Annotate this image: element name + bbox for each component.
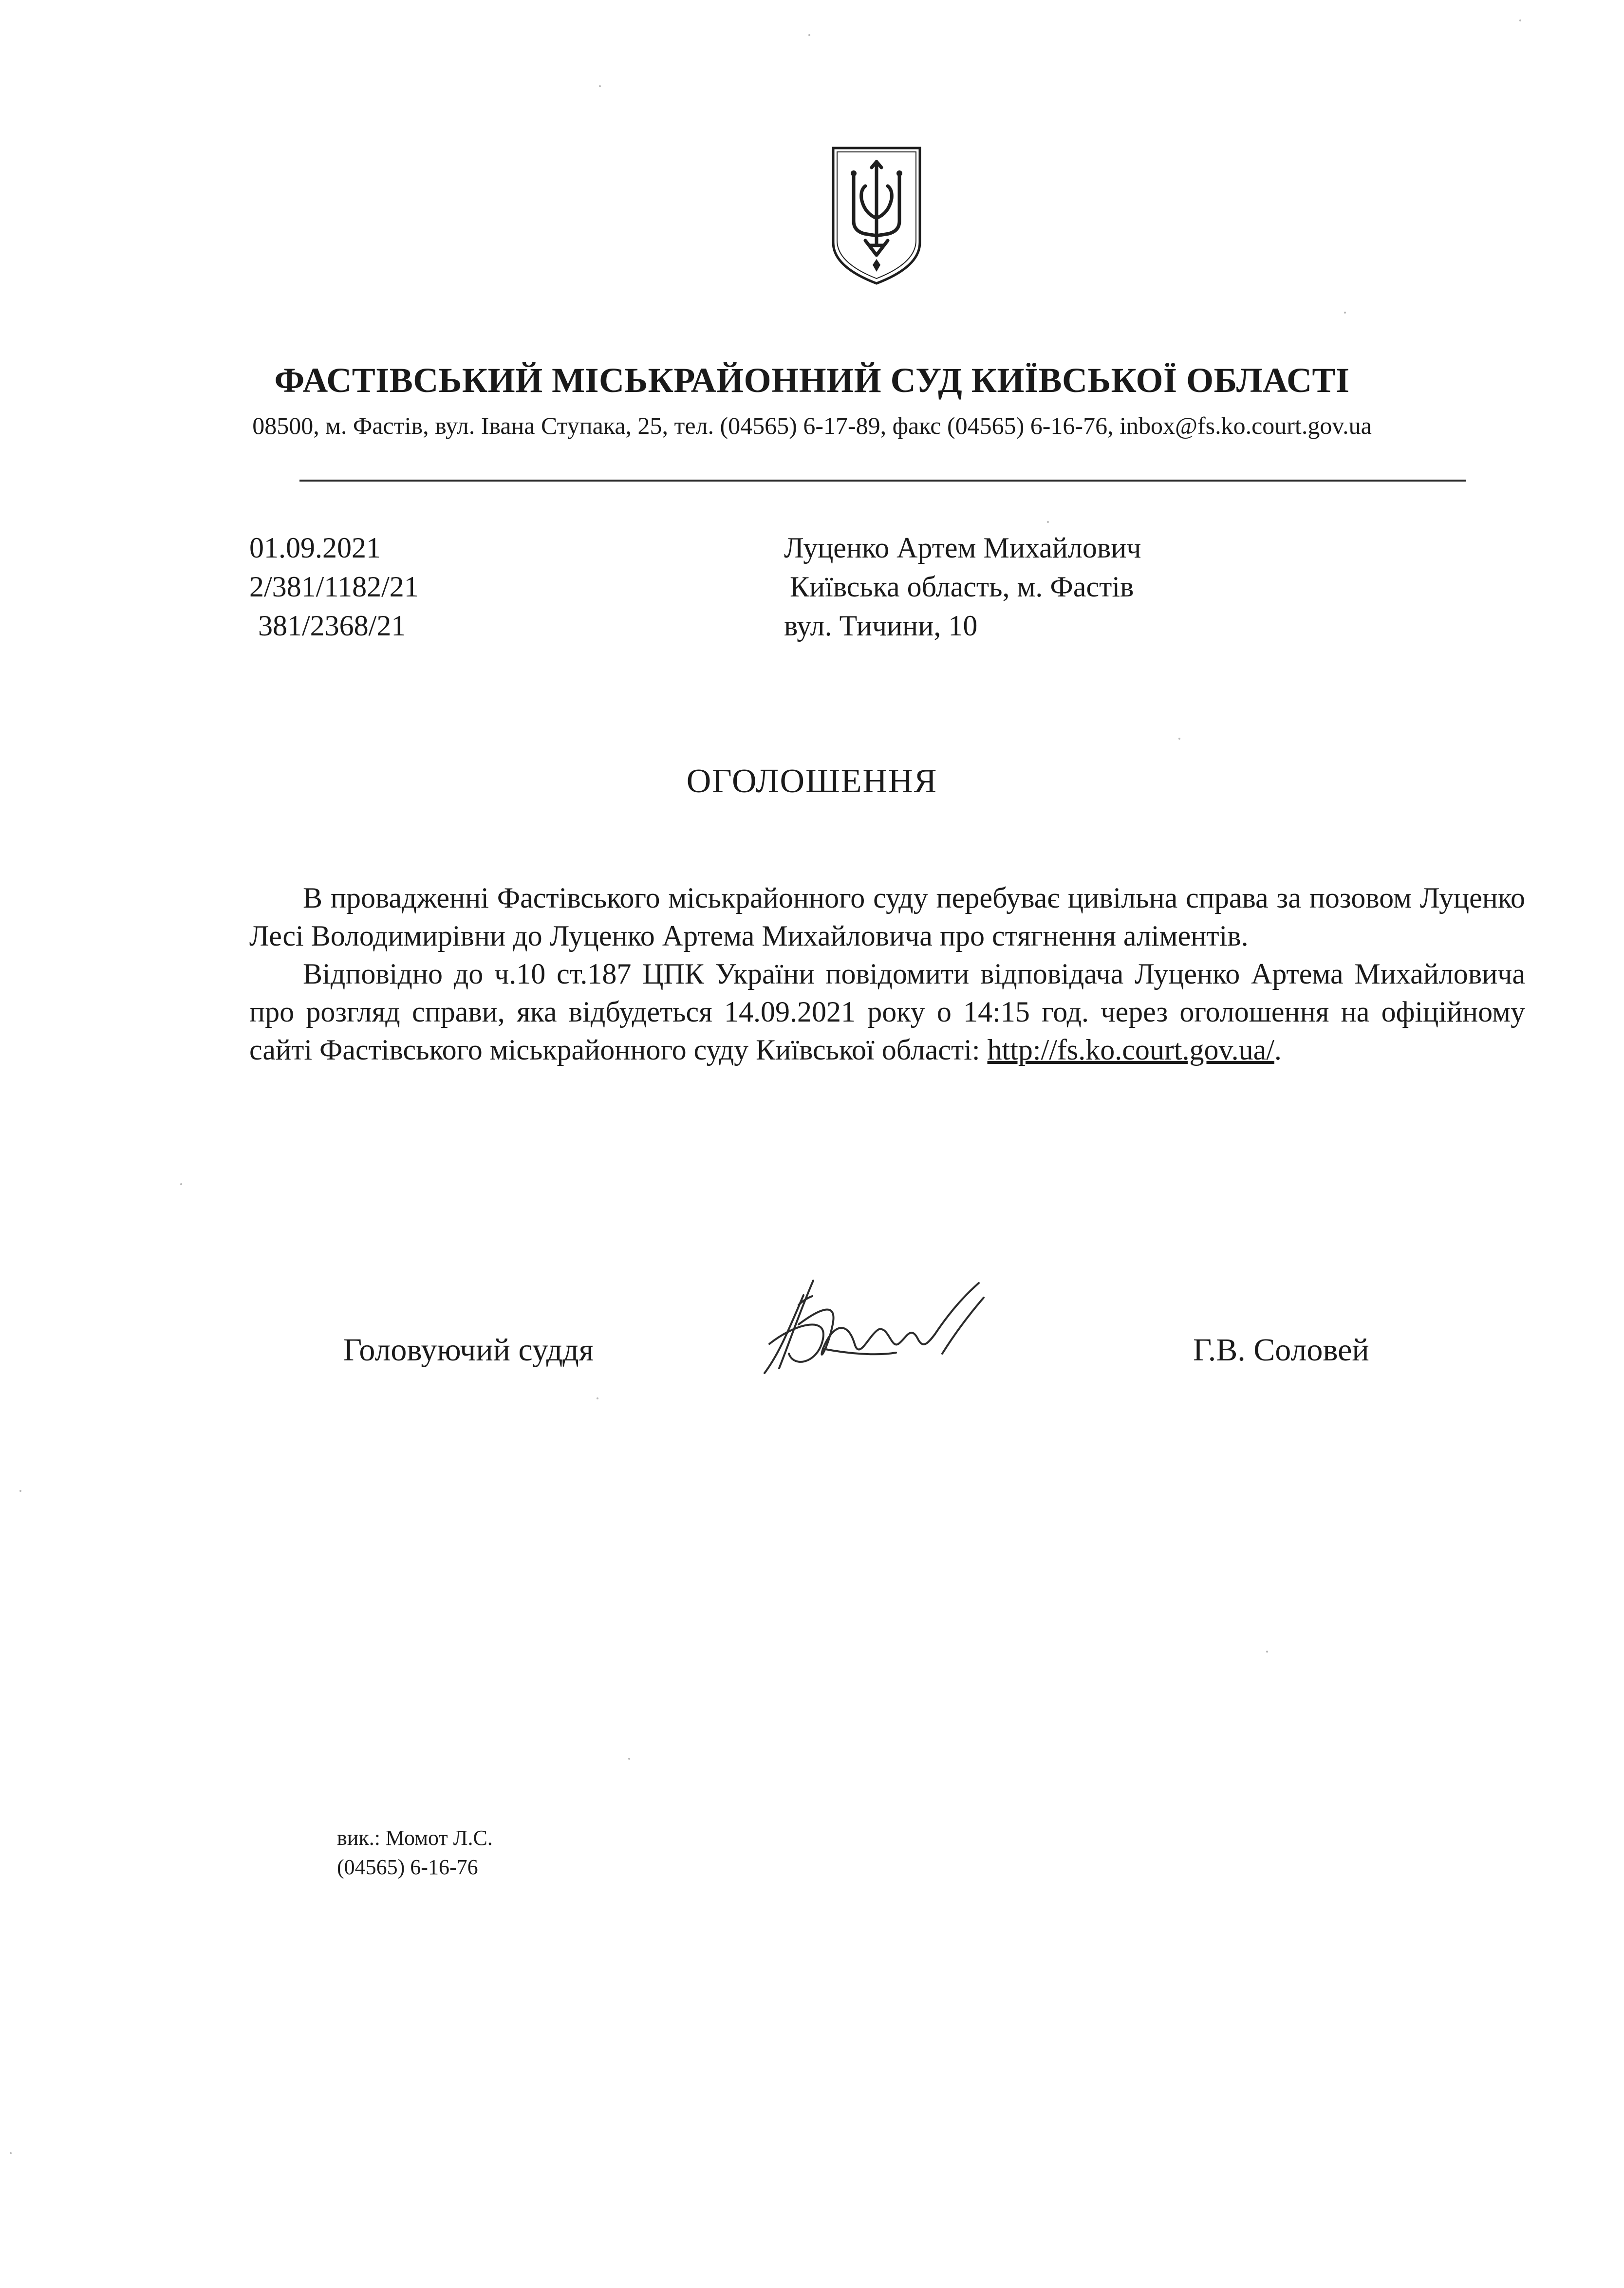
scan-speck xyxy=(180,1183,182,1185)
court-address: 08500, м. Фастів, вул. Івана Ступака, 25, тел. (04565) 6-17-89, факс (04565) 6-16-76, inbox@fs.ko.court.gov.ua xyxy=(252,412,1372,439)
scan-speck xyxy=(1344,312,1346,314)
executor-block xyxy=(337,1823,493,1882)
signer-position: Головуючий суддя xyxy=(343,1332,594,1368)
scan-speck xyxy=(808,34,810,36)
body-paragraph-1: В провадженні Фастівського міськрайонного суду перебуває цивільна справа за позовом Луценко Лесі Володимирівни до Луценко Артема Михайловича про стягнення аліментів. xyxy=(249,882,1525,952)
scan-speck xyxy=(597,1397,598,1399)
scan-speck xyxy=(1266,1651,1268,1653)
header-divider xyxy=(299,480,1466,482)
outgoing-number: 2/381/1182/21 xyxy=(249,571,419,603)
executor-phone: (04565) 6-16-76 xyxy=(337,1855,478,1879)
recipient-street: вул. Тичини, 10 xyxy=(784,610,978,642)
recipient-block xyxy=(784,528,1141,645)
announcement-body xyxy=(249,879,1525,1069)
case-number: 381/2368/21 xyxy=(258,610,406,642)
body-paragraph-2-end: . xyxy=(1274,1034,1282,1066)
scan-speck xyxy=(599,85,601,87)
document-meta xyxy=(249,528,419,645)
scan-speck xyxy=(1519,19,1521,21)
recipient-region-city: Київська область, м. Фастів xyxy=(790,571,1134,603)
court-name: ФАСТІВСЬКИЙ МІСЬКРАЙОННИЙ СУД КИЇВСЬКОЇ ОБЛАСТІ xyxy=(274,361,1350,400)
scan-speck xyxy=(1178,738,1180,740)
handwritten-signature-icon xyxy=(750,1271,1003,1383)
document-title: ОГОЛОШЕННЯ xyxy=(686,763,938,800)
signer-name: Г.В. Соловей xyxy=(1193,1332,1369,1368)
court-website-link[interactable]: http://fs.ko.court.gov.ua/ xyxy=(987,1034,1274,1066)
scan-speck xyxy=(1047,521,1049,523)
body-paragraph-2 xyxy=(249,955,1525,1069)
scan-speck xyxy=(19,1490,21,1492)
scan-speck xyxy=(10,2152,12,2154)
document-date: 01.09.2021 xyxy=(249,532,381,564)
scan-speck xyxy=(628,1758,630,1760)
body-paragraph-2-text: Відповідно до ч.10 ст.187 ЦПК України повідомити відповідача Луценко Артема Михайловича про розгляд справи, яка відбудеться 14.09.2021 року о 14:15 год. через оголошення на офіційному сайті Фастівського міськрайонного суду Київської області: xyxy=(249,958,1525,1066)
ukraine-trident-emblem-icon xyxy=(830,145,923,286)
recipient-name: Луценко Артем Михайлович xyxy=(784,532,1141,564)
executor-label: вик.: Момот Л.С. xyxy=(337,1826,493,1850)
